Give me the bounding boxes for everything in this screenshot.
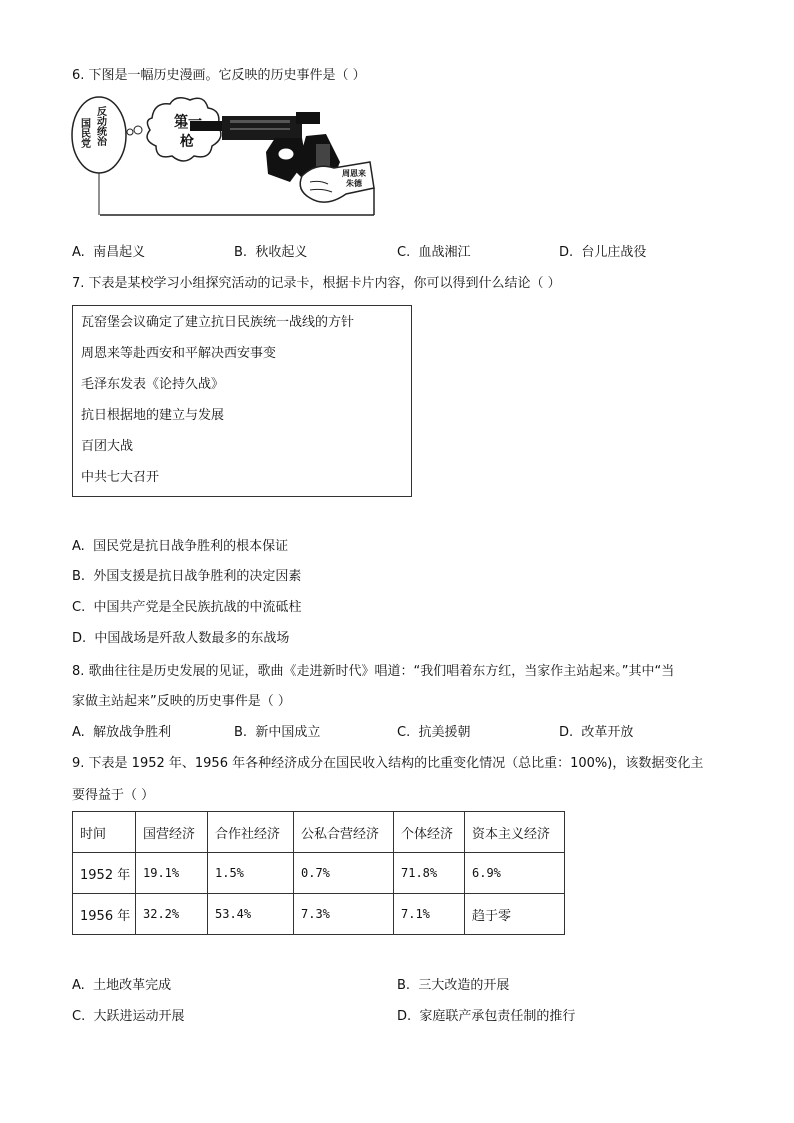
option-key: C. xyxy=(72,1009,86,1024)
table-cell: 0.7% xyxy=(294,853,394,894)
balloon-sub-text: 反动统治 xyxy=(94,106,106,146)
q8-option-b[interactable] xyxy=(234,725,320,741)
option-text: 大跃进运动开展 xyxy=(93,1009,185,1024)
option-key: C. xyxy=(72,600,86,615)
card-line: 抗日根据地的建立与发展 xyxy=(81,408,225,423)
table-cell: 19.1% xyxy=(136,853,208,894)
table-header-cell: 时间 xyxy=(73,812,136,853)
option-text: 外国支援是抗日战争胜利的决定因素 xyxy=(93,569,302,584)
table-cell: 71.8% xyxy=(394,853,465,894)
q8-option-a[interactable] xyxy=(72,725,171,741)
card-line: 中共七大召开 xyxy=(81,470,160,485)
option-text: 血战湘江 xyxy=(418,245,471,260)
record-card xyxy=(72,305,412,497)
q6-cartoon xyxy=(70,90,380,220)
table-header-row xyxy=(73,812,565,853)
balloon-text: 国民党 xyxy=(78,118,90,148)
table-header-cell: 资本主义经济 xyxy=(465,812,565,853)
table-cell: 1952 年 xyxy=(73,853,136,894)
q7-option-a[interactable] xyxy=(72,539,288,555)
option-key: A. xyxy=(72,539,85,554)
option-key: B. xyxy=(234,725,248,740)
hand-label-1: 周恩来 xyxy=(342,169,366,178)
q6-option-a[interactable] xyxy=(72,245,145,261)
q9-option-d[interactable] xyxy=(397,1009,575,1025)
option-text: 南昌起义 xyxy=(93,245,146,260)
q6-option-d[interactable] xyxy=(559,245,646,261)
q7-stem: 7. 下表是某校学习小组探究活动的记录卡，根据卡片内容，你可以得到什么结论（ ） xyxy=(72,276,561,291)
table-header-cell: 合作社经济 xyxy=(208,812,294,853)
option-key: D. xyxy=(72,631,87,646)
option-text: 国民党是抗日战争胜利的根本保证 xyxy=(93,539,289,554)
card-line: 瓦窑堡会议确定了建立抗日民族统一战线的方针 xyxy=(81,315,355,330)
table-cell: 6.9% xyxy=(465,853,565,894)
table-row xyxy=(73,894,565,935)
option-key: B. xyxy=(397,978,411,993)
table-row xyxy=(73,853,565,894)
option-key: A. xyxy=(72,978,85,993)
q9-stem-line2: 要得益于（ ） xyxy=(72,788,155,803)
table-cell: 32.2% xyxy=(136,894,208,935)
option-key: D. xyxy=(559,245,574,260)
option-key: D. xyxy=(559,725,574,740)
q9-option-b[interactable] xyxy=(397,978,509,994)
option-text: 中国战场是歼敌人数最多的东战场 xyxy=(94,631,290,646)
hand-label-2: 朱德 xyxy=(346,179,362,188)
q6-stem: 6. 下图是一幅历史漫画。它反映的历史事件是（ ） xyxy=(72,68,366,83)
q9-stem-line1: 9. 下表是 1952 年、1956 年各种经济成分在国民收入结构的比重变化情况（总比重：100%)，该数据变化主 xyxy=(72,756,704,771)
option-text: 中国共产党是全民族抗战的中流砥柱 xyxy=(93,600,302,615)
bubble-text-2: 枪 xyxy=(180,134,194,150)
economy-table xyxy=(72,811,565,935)
option-key: B. xyxy=(72,569,86,584)
q8-stem-line1: 8. 歌曲往往是历史发展的见证，歌曲《走进新时代》唱道：“我们唱着东方红，当家作主站起来。”其中“当 xyxy=(72,664,675,679)
option-text: 三大改造的开展 xyxy=(418,978,510,993)
option-text: 改革开放 xyxy=(581,725,634,740)
option-text: 家庭联产承包责任制的推行 xyxy=(419,1009,576,1024)
table-cell: 53.4% xyxy=(208,894,294,935)
q8-option-c[interactable] xyxy=(397,725,471,741)
table-header-cell: 个体经济 xyxy=(394,812,465,853)
q9-option-c[interactable] xyxy=(72,1009,185,1025)
table-cell: 7.3% xyxy=(294,894,394,935)
option-text: 新中国成立 xyxy=(255,725,321,740)
table-cell: 趋于零 xyxy=(465,894,565,935)
table-cell: 7.1% xyxy=(394,894,465,935)
card-line: 周恩来等赴西安和平解决西安事变 xyxy=(81,346,277,361)
option-text: 秋收起义 xyxy=(255,245,308,260)
card-line: 毛泽东发表《论持久战》 xyxy=(81,377,225,392)
q6-option-b[interactable] xyxy=(234,245,307,261)
option-text: 抗美援朝 xyxy=(418,725,471,740)
table-cell: 1956 年 xyxy=(73,894,136,935)
q7-option-d[interactable] xyxy=(72,631,289,647)
option-text: 土地改革完成 xyxy=(93,978,172,993)
option-key: C. xyxy=(397,245,411,260)
q6-option-c[interactable] xyxy=(397,245,471,261)
bubble-text-1: 第一 xyxy=(174,114,202,130)
table-header-cell: 国营经济 xyxy=(136,812,208,853)
option-key: A. xyxy=(72,725,85,740)
option-key: A. xyxy=(72,245,85,260)
q8-stem-line2: 家做主站起来”反映的历史事件是（ ） xyxy=(72,694,291,709)
option-key: D. xyxy=(397,1009,412,1024)
option-text: 解放战争胜利 xyxy=(93,725,172,740)
card-line: 百团大战 xyxy=(81,439,134,454)
option-text: 台儿庄战役 xyxy=(581,245,647,260)
table-header-cell: 公私合营经济 xyxy=(294,812,394,853)
q7-option-c[interactable] xyxy=(72,600,302,616)
table-cell: 1.5% xyxy=(208,853,294,894)
q8-option-d[interactable] xyxy=(559,725,633,741)
option-key: C. xyxy=(397,725,411,740)
q7-option-b[interactable] xyxy=(72,569,301,585)
q9-option-a[interactable] xyxy=(72,978,171,994)
option-key: B. xyxy=(234,245,248,260)
